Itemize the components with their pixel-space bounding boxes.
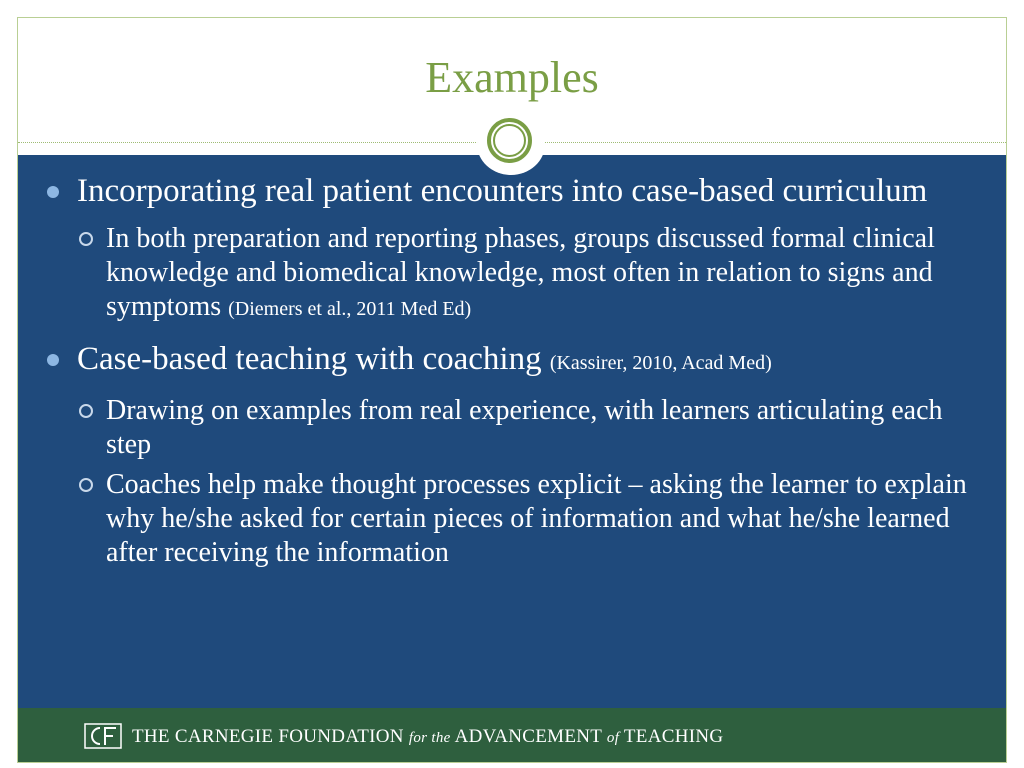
bullet-list xyxy=(44,172,974,576)
hollow-circle-bullet-icon xyxy=(79,232,93,246)
sub-bullet-text: Drawing on examples from real experience, with learners articulating each step xyxy=(106,395,943,460)
bullet-dot-icon xyxy=(47,354,59,366)
bullet-text: Incorporating real patient encounters into case-based curriculum xyxy=(77,173,928,209)
circle-ornament-inner-icon xyxy=(493,124,526,157)
bullet-text: Case-based teaching with coaching xyxy=(77,341,550,377)
bullet-dot-icon xyxy=(47,186,59,198)
bullet-item-2 xyxy=(44,340,974,382)
footer-name-part: THE CARNEGIE FOUNDATION xyxy=(132,726,404,747)
sub-bullet-item-1-1 xyxy=(44,222,974,326)
sub-bullet-item-2-1 xyxy=(44,394,974,462)
citation: (Kassirer, 2010, Acad Med) xyxy=(549,352,772,374)
bullet-item-1 xyxy=(44,172,974,210)
hollow-circle-bullet-icon xyxy=(79,478,93,492)
footer-name-part: for the xyxy=(408,730,451,746)
sub-bullet-text: Coaches help make thought processes explicit – asking the learner to explain why he/she asked for certain pieces of information and what he/she learned after receiving the information xyxy=(106,469,967,568)
hollow-circle-bullet-icon xyxy=(79,404,93,418)
carnegie-logo-icon xyxy=(84,723,122,749)
footer-organization-name xyxy=(132,724,723,750)
sub-bullet-item-2-2 xyxy=(44,468,974,570)
footer-name-part: ADVANCEMENT xyxy=(454,726,602,747)
footer-name-part: TEACHING xyxy=(623,726,724,747)
citation: (Diemers et al., 2011 Med Ed) xyxy=(228,298,472,320)
sub-bullet-text: In both preparation and reporting phases, groups discussed formal clinical knowledge and biomedical knowledge, most often in relation to signs and symptoms xyxy=(106,223,935,322)
footer-name-part: of xyxy=(606,730,620,746)
slide-title: Examples xyxy=(425,53,599,102)
